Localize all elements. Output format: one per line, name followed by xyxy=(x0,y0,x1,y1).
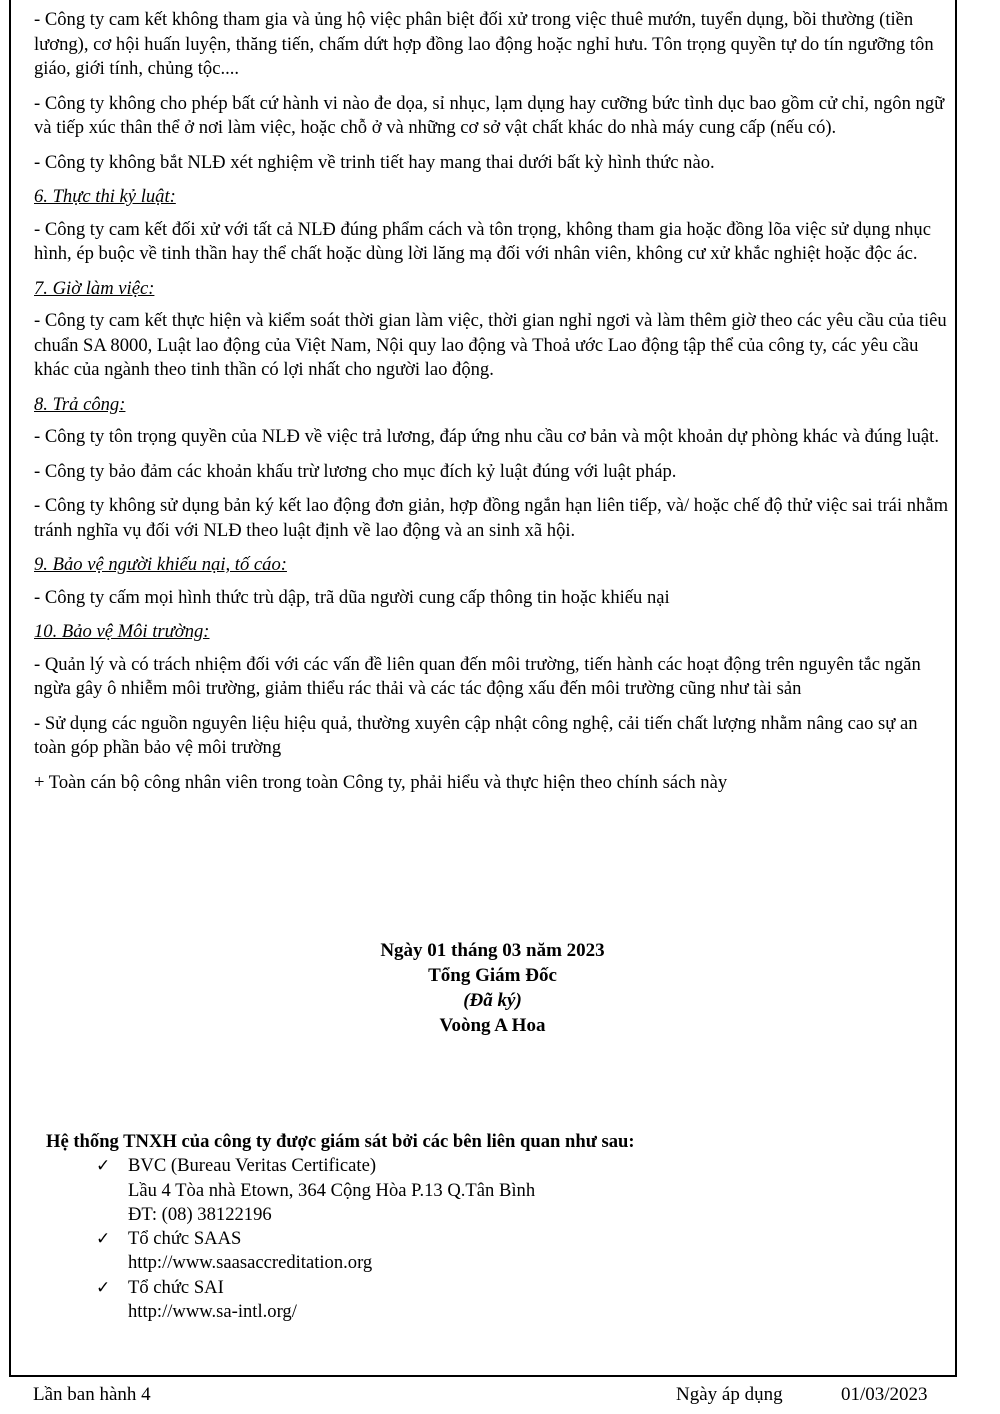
signature-signed: (Đã ký) xyxy=(463,990,522,1011)
monitoring-section xyxy=(46,1130,635,1324)
footer-edition: Lần ban hành 4 xyxy=(33,1384,151,1405)
footer-apply-date: 01/03/2023 xyxy=(841,1384,928,1405)
paragraph: - Công ty cấm mọi hình thức trù dập, trã dũa người cung cấp thông tin hoặc khiếu nại xyxy=(34,586,670,608)
monitor-name: Tổ chức SAI xyxy=(128,1276,224,1298)
section-heading: 8. Trả công: xyxy=(34,393,126,415)
check-icon: ✓ xyxy=(96,1229,111,1250)
monitor-address: Lầu 4 Tòa nhà Etown, 364 Cộng Hòa P.13 Q.Tân Bình xyxy=(128,1179,536,1201)
monitor-phone: ĐT: (08) 38122196 xyxy=(128,1203,272,1225)
paragraph: - Sử dụng các nguồn nguyên liệu hiệu quả, thường xuyên cập nhật công nghệ, cải tiến chất lượng nhằm nâng cao sự an toàn góp phần bảo vệ môi trường xyxy=(34,712,918,758)
paragraph: - Công ty cam kết không tham gia và ủng hộ việc phân biệt đối xử trong việc thuê mướn, tuyển dụng, bồi thường (tiền lương), cơ hội huấn luyện, thăng tiến, chấm dứt hợp đồng lao động hoặc nghỉ hưu. Tôn trọng quyền tự do tín ngưỡng tôn giáo, giới tính, chủng tộc.... xyxy=(34,9,934,79)
paragraph: - Quản lý và có trách nhiệm đối với các vấn đề liên quan đến môi trường, tiến hành các hoạt động trên nguyên tắc ngăn ngừa gây ô nhiễm môi trường, giảm thiểu rác thải và các tác động xấu đến môi trường cũng như tài sản xyxy=(34,653,921,699)
signature-position: Tổng Giám Đốc xyxy=(428,965,557,986)
signature-date: Ngày 01 tháng 03 năm 2023 xyxy=(380,940,605,961)
footer-apply-label: Ngày áp dụng xyxy=(676,1384,783,1405)
paragraph: - Công ty không bắt NLĐ xét nghiệm về trinh tiết hay mang thai dưới bất kỳ hình thức nào. xyxy=(34,151,715,173)
monitoring-title: Hệ thống TNXH của công ty được giám sát bởi các bên liên quan như sau: xyxy=(46,1131,635,1152)
check-icon: ✓ xyxy=(96,1156,111,1177)
section-heading: 10. Bảo vệ Môi trường: xyxy=(34,621,210,642)
monitor-url: http://www.saasaccreditation.org xyxy=(128,1252,373,1274)
paragraph: - Công ty không cho phép bất cứ hành vi nào đe dọa, sỉ nhục, lạm dụng hay cưỡng bức tình dục bao gồm cử chỉ, ngôn ngữ và tiếp xúc thân thể ở nơi làm việc, hoặc chỗ ở và những cơ sở vật chất khác do nhà máy cung cấp (nếu có). xyxy=(34,92,945,138)
list-item xyxy=(96,1154,635,1227)
check-icon: ✓ xyxy=(96,1277,111,1298)
monitor-name: BVC (Bureau Veritas Certificate) xyxy=(128,1155,377,1177)
paragraph: - Công ty không sử dụng bản ký kết lao động đơn giản, hợp đồng ngắn hạn liên tiếp, và/ hoặc chế độ thử việc sai trái nhằm tránh nghĩa vụ đối với NLĐ theo luật định về lao động và an sinh xã hội. xyxy=(34,495,949,541)
policy-body xyxy=(34,8,954,805)
monitor-name: Tổ chức SAAS xyxy=(128,1228,242,1250)
list-item xyxy=(96,1227,635,1276)
signature-name: Voòng A Hoa xyxy=(439,1015,546,1036)
paragraph: - Công ty cam kết thực hiện và kiểm soát thời gian làm việc, thời gian nghỉ ngơi và làm thêm giờ theo các yêu cầu của tiêu chuẩn SA 8000, Luật lao động của Việt Nam, Nội quy lao động và Thoả ước Lao động tập thể của công ty, các yêu cầu khác của ngành theo tinh thần có lợi nhất cho người lao động. xyxy=(34,310,947,380)
section-heading: 6. Thực thi kỷ luật: xyxy=(34,186,176,207)
monitor-url: http://www.sa-intl.org/ xyxy=(128,1301,297,1323)
list-item xyxy=(96,1276,635,1325)
signature-block xyxy=(0,938,985,1038)
section-heading: 7. Giờ làm việc: xyxy=(34,277,155,299)
paragraph: - Công ty bảo đảm các khoản khấu trừ lương cho mục đích kỷ luật đúng với luật pháp. xyxy=(34,460,677,482)
monitoring-list xyxy=(46,1154,635,1324)
paragraph: + Toàn cán bộ công nhân viên trong toàn Công ty, phải hiểu và thực hiện theo chính sách này xyxy=(34,771,728,793)
section-heading: 9. Bảo vệ người khiếu nại, tố cáo: xyxy=(34,554,287,575)
paragraph: - Công ty tôn trọng quyền của NLĐ về việc trả lương, đáp ứng nhu cầu cơ bản và một khoản dự phòng khác và đúng luật. xyxy=(34,426,940,447)
paragraph: - Công ty cam kết đối xử với tất cả NLĐ đúng phẩm cách và tôn trọng, không tham gia hoặc đồng lõa việc sử dụng nhục hình, ép buộc về tinh thần hay thể chất hoặc dùng lời lăng mạ đối với nhân viên, không cư xử khắc nghiệt hoặc độc ác. xyxy=(34,218,931,264)
